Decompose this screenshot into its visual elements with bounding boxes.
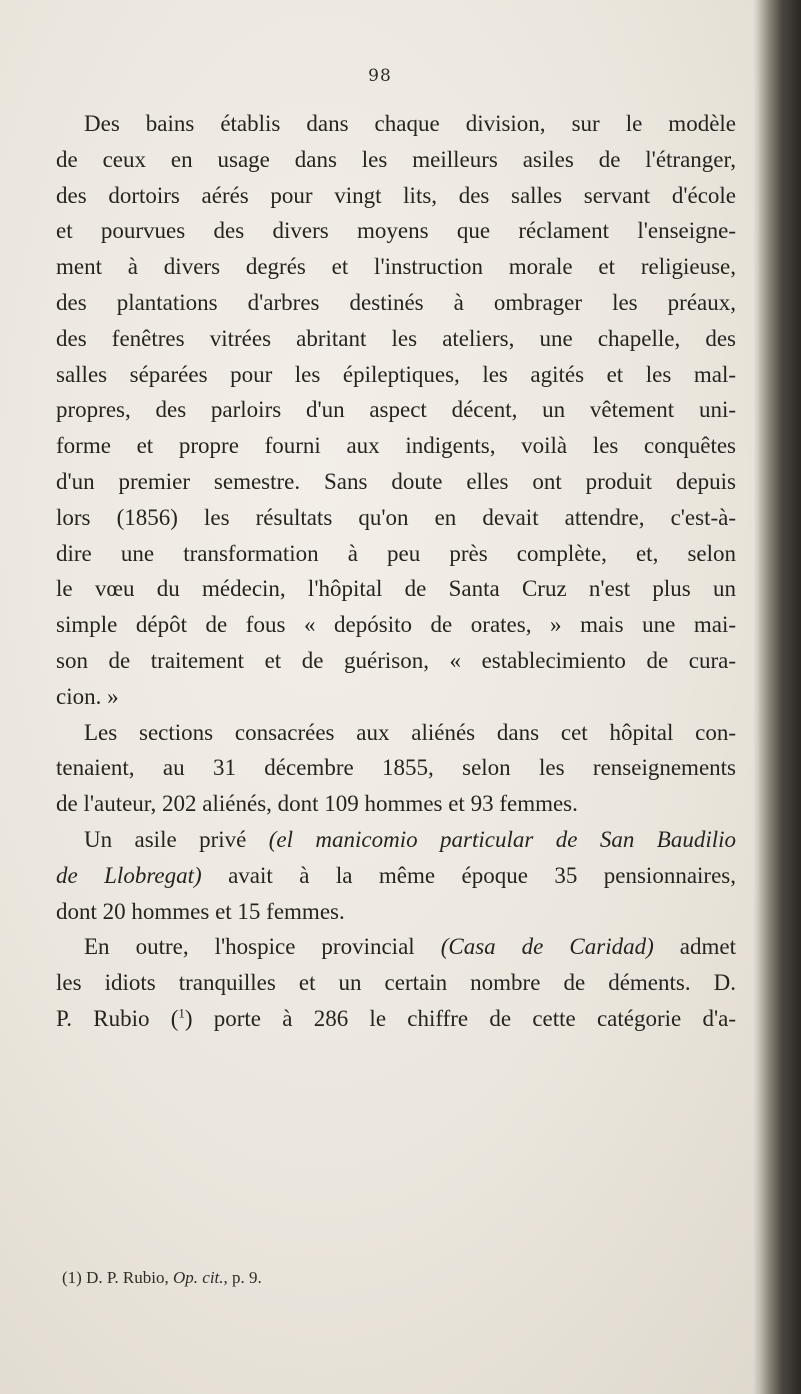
text-run: admet: [653, 934, 736, 960]
text-line: des dortoirs aérés pour vingt lits, des salles servant d'école: [56, 182, 736, 208]
text-line: [56, 822, 736, 858]
italic-run: (Casa de Caridad): [440, 934, 654, 960]
body-text: [56, 106, 736, 1037]
text-line: lors (1856) les résultats qu'on en devait attendre, c'est-à-: [56, 504, 736, 530]
footnote-mark: (1): [62, 1268, 82, 1287]
text-line: [56, 929, 736, 965]
text-line: [56, 858, 736, 894]
text-line: forme et propre fourni aux indigents, voilà les conquêtes: [56, 433, 736, 459]
text-line: ment à divers degrés et l'instruction morale et religieuse,: [56, 254, 736, 280]
text-line: simple dépôt de fous « depósito de orates, » mais une mai-: [56, 612, 736, 638]
text-line: dire une transformation à peu près complète, et, selon: [56, 540, 736, 566]
text-line: de ceux en usage dans les meilleurs asiles de l'étranger,: [56, 146, 736, 172]
footnote: [62, 1268, 262, 1288]
footnote-text: , p. 9.: [223, 1268, 262, 1287]
text-line: cion. »: [56, 683, 119, 709]
text-line: tenaient, au 31 décembre 1855, selon les renseignements: [56, 755, 736, 781]
text-line: des fenêtres vitrées abritant les ateliers, une chapelle, des: [56, 325, 736, 351]
text-line: les idiots tranquilles et un certain nombre de déments. D.: [56, 970, 736, 996]
text-line: son de traitement et de guérison, « establecimiento de cura-: [56, 647, 736, 673]
text-line: d'un premier semestre. Sans doute elles ont produit depuis: [56, 468, 736, 494]
footnote-text: D. P. Rubio,: [81, 1268, 173, 1287]
text-run: En outre, l'hospice provincial: [84, 934, 441, 960]
book-gutter: [759, 0, 801, 1394]
footnote-ref: 1: [178, 1005, 185, 1021]
text-line: Les sections consacrées aux aliénés dans cet hôpital con-: [84, 719, 736, 745]
text-line: et pourvues des divers moyens que réclament l'enseigne-: [56, 218, 736, 244]
footnote-italic: Op. cit.: [173, 1268, 224, 1287]
text-line: Des bains établis dans chaque division, sur le modèle: [84, 111, 736, 136]
text-line: [56, 1001, 736, 1037]
text-line: le vœu du médecin, l'hôpital de Santa Cruz n'est plus un: [56, 576, 736, 602]
italic-run: de Llobregat): [56, 862, 202, 888]
text-run: Un asile privé: [84, 826, 269, 852]
text-line: dont 20 hommes et 15 femmes.: [56, 898, 345, 924]
text-run: P. Rubio (: [56, 1005, 179, 1031]
text-line: salles séparées pour les épileptiques, les agités et les mal-: [56, 361, 736, 387]
text-line: propres, des parloirs d'un aspect décent, un vêtement uni-: [56, 397, 736, 423]
italic-run: (el manicomio particular de San Baudilio: [268, 826, 737, 852]
text-line: de l'auteur, 202 aliénés, dont 109 hommes et 93 femmes.: [56, 791, 578, 817]
text-run: avait à la même époque 35 pensionnaires,: [201, 862, 736, 888]
page-number: 98: [368, 66, 392, 86]
text-line: des plantations d'arbres destinés à ombrager les préaux,: [56, 289, 736, 315]
text-run: ) porte à 286 le chiffre de cette catégorie d'a-: [184, 1005, 736, 1031]
